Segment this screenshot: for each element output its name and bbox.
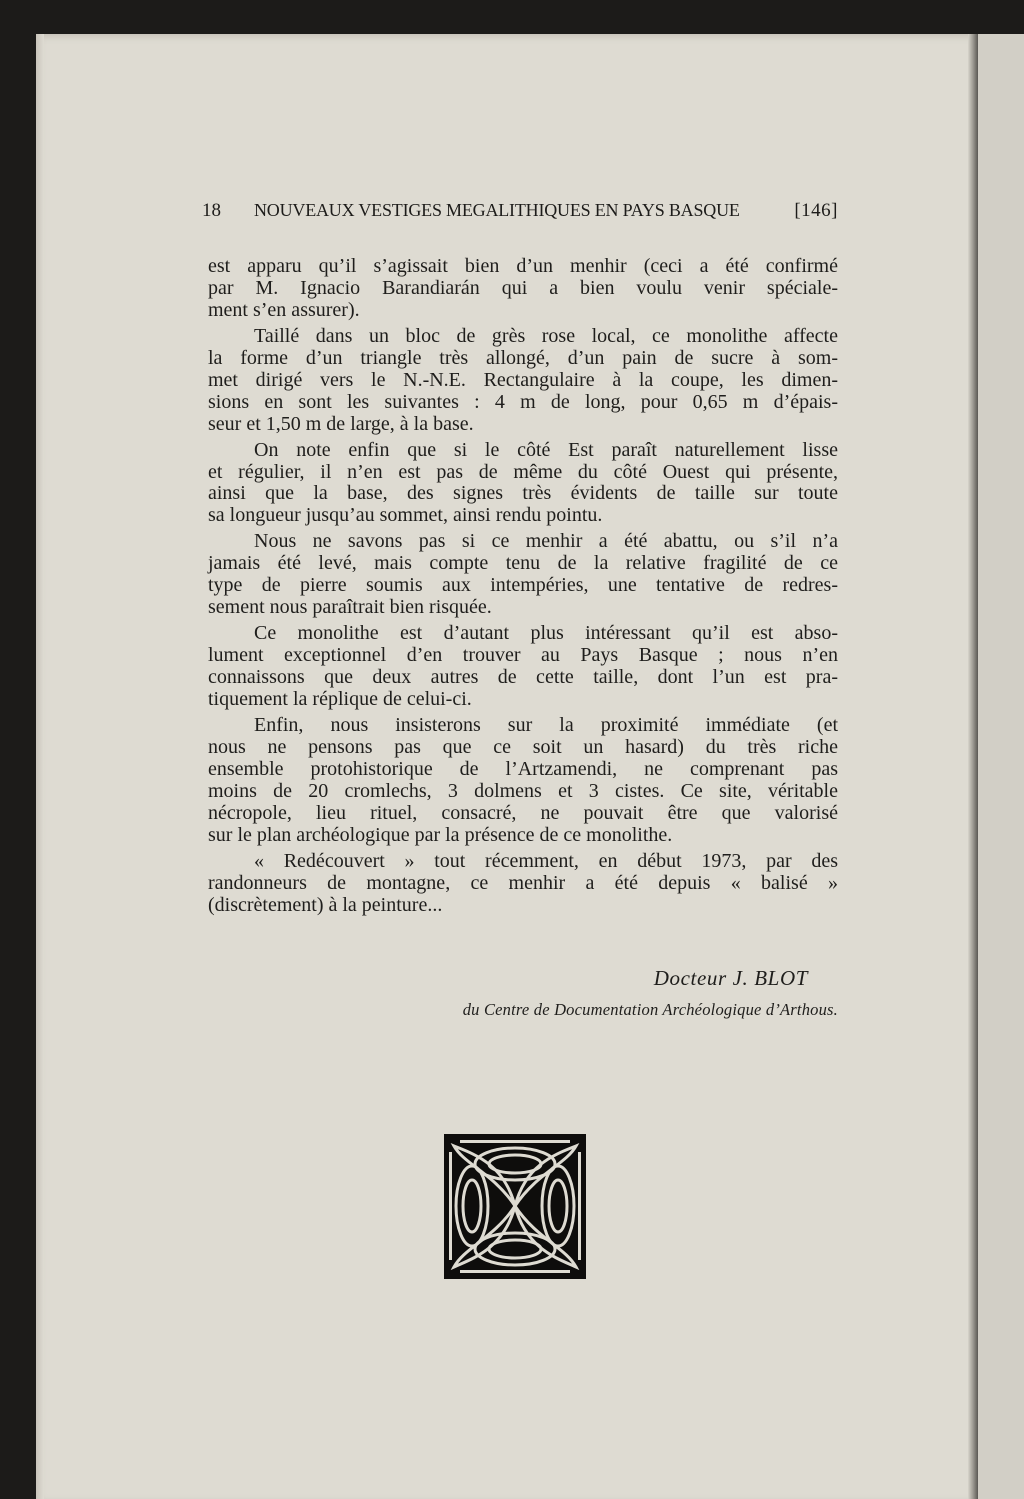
text-line: seur et 1,50 m de large, à la base. <box>208 412 474 435</box>
text-line: « Redécouvert » tout récemment, en début 1973, par des <box>254 849 838 872</box>
text-line: randonneurs de montagne, ce menhir a été depuis « balisé » <box>208 871 838 894</box>
text-line: sa longueur jusqu’au sommet, ainsi rendu pointu. <box>208 504 603 527</box>
text-line: la forme d’un triangle très allongé, d’un pain de sucre à som- <box>208 346 838 369</box>
paragraph <box>208 531 838 619</box>
paragraph <box>208 851 838 917</box>
text-line: sement nous paraîtrait bien risquée. <box>208 596 492 619</box>
text-line: connaissons que deux autres de cette taille, dont l’un est pra- <box>208 666 838 689</box>
running-title: NOUVEAUX VESTIGES MEGALITHIQUES EN PAYS BASQUE <box>254 200 740 220</box>
page-number: 18 <box>202 200 221 221</box>
paragraph <box>208 715 838 846</box>
text-line: nous ne pensons pas que ce soit un hasard) du très riche <box>208 735 838 758</box>
text-line: Nous ne savons pas si ce menhir a été abattu, ou s’il n’a <box>254 530 838 553</box>
text-line: jamais été levé, mais compte tenu de la relative fragilité de ce <box>208 552 838 575</box>
paragraph <box>208 623 838 711</box>
text-line: Enfin, nous insisterons sur la proximité immédiate (et <box>254 714 838 737</box>
text-line: sions en sont les suivantes : 4 m de long, pour 0,65 m d’épais- <box>208 390 838 413</box>
celtic-knot-ornament-icon <box>444 1134 586 1279</box>
paragraph <box>208 326 838 436</box>
text-line: nécropole, lieu rituel, consacré, ne pouvait être que valorisé <box>208 801 838 824</box>
facing-page-edge <box>978 34 1024 1499</box>
text-line: ment s’en assurer). <box>208 298 360 321</box>
text-line: et régulier, il n’en est pas de même du côté Ouest qui présente, <box>208 460 838 483</box>
text-line: Ce monolithe est d’autant plus intéressant qu’il est abso- <box>254 622 838 645</box>
author-affiliation: du Centre de Documentation Archéologique d’Arthous. <box>462 1000 838 1019</box>
text-line: type de pierre soumis aux intempéries, une tentative de redres- <box>208 574 838 597</box>
text-line: ainsi que la base, des signes très évidents de taille sur toute <box>208 482 838 505</box>
text-line: met dirigé vers le N.-N.E. Rectangulaire à la coupe, les dimen- <box>208 368 838 391</box>
text-line: sur le plan archéologique par la présence de ce monolithe. <box>208 823 673 846</box>
book-spine <box>968 34 978 1499</box>
paragraph <box>208 440 838 528</box>
text-line: lument exceptionnel d’en trouver au Pays Basque ; nous n’en <box>208 644 838 667</box>
text-line: ensemble protohistorique de l’Artzamendi, ne comprenant pas <box>208 757 838 780</box>
text-line: moins de 20 cromlechs, 3 dolmens et 3 cistes. Ce site, véritable <box>208 779 838 802</box>
text-line: (discrètement) à la peinture... <box>208 893 443 916</box>
author-signature: Docteur J. BLOT <box>653 966 808 990</box>
paragraph <box>208 256 838 322</box>
running-header <box>202 200 838 222</box>
text-line: On note enfin que si le côté Est paraît naturellement lisse <box>254 438 838 461</box>
text-line: Taillé dans un bloc de grès rose local, ce monolithe affecte <box>254 324 838 347</box>
body-text <box>208 256 838 921</box>
text-line: est apparu qu’il s’agissait bien d’un menhir (ceci a été confirmé <box>208 255 838 277</box>
page-reference: [146] <box>794 200 838 221</box>
text-line: par M. Ignacio Barandiarán qui a bien voulu venir spéciale- <box>208 276 838 299</box>
text-line: tiquement la réplique de celui-ci. <box>208 687 472 710</box>
